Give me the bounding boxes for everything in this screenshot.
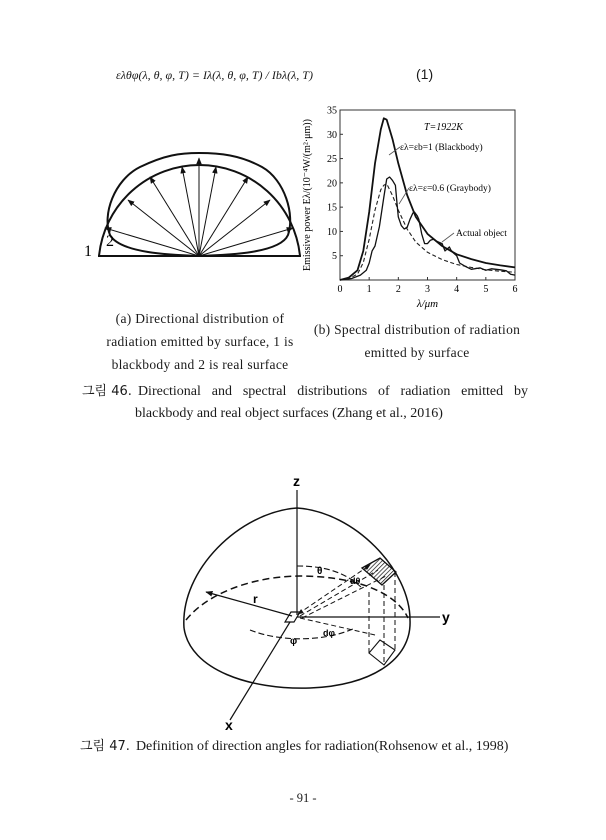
y-tick-label: 10 (327, 226, 337, 238)
spectral-distribution-chart (296, 100, 526, 310)
radius-arrow (206, 592, 292, 616)
z-axis-label: z (293, 473, 300, 489)
x-axis-label: x (225, 717, 233, 730)
x-axis (230, 622, 290, 720)
base-ellipse-front (184, 620, 410, 688)
x-tick-label: 6 (512, 284, 518, 295)
y-tick-label: 5 (332, 251, 337, 263)
x-tick-label: 1 (366, 284, 372, 295)
legend-blackbody: ελ=εb=1 (Blackbody) (400, 143, 483, 153)
caption-line: Directional and spectral distributions of radiation emitted by (137, 384, 528, 399)
caption-a-line: radiation emitted by surface, 1 is (106, 334, 294, 349)
x-tick-label: 5 (483, 284, 489, 295)
phi-label: φ (290, 636, 298, 647)
leader-lines (389, 147, 454, 242)
solid-angle-patch (362, 558, 396, 585)
x-tick-label: 2 (395, 284, 401, 295)
page-number: - 91 - (289, 791, 317, 805)
caption-panel-a (82, 307, 318, 376)
plot-frame (340, 110, 515, 280)
y-axis-label: y (442, 609, 450, 625)
figure-47-caption (80, 736, 508, 758)
caption-a-line: blackbody and 2 is real surface (111, 357, 289, 372)
x-tick-label: 4 (454, 284, 460, 295)
label-blackbody: 1 (84, 243, 92, 260)
caption-b-line: (b) Spectral distribution of radiation (313, 322, 521, 337)
directional-distribution-diagram (80, 125, 310, 270)
temperature-annotation: T=1922K (424, 122, 463, 133)
y-tick-label: 25 (327, 154, 337, 166)
legend-actual-object: Actual object (456, 229, 507, 239)
y-tick-label: 30 (327, 129, 337, 141)
caption-line: blackbody and real object surfaces (Zhang et al., 2016) (135, 406, 443, 421)
x-tick-label: 3 (425, 284, 430, 295)
d-phi-label: dφ (323, 628, 335, 638)
equation-number: (1) (416, 66, 434, 82)
legend-graybody: ελ=ε=0.6 (Graybody) (409, 184, 491, 194)
d-theta-label: dθ (350, 576, 361, 586)
y-axis-label: Emissive power Eλ/(10⁻⁴W/(m²·μm)) (302, 119, 313, 271)
y-tick-label: 20 (327, 178, 337, 190)
figure-46-caption (82, 381, 528, 425)
caption-a-line: (a) Directional distribution of (115, 311, 285, 326)
caption-b-line: emitted by surface (364, 345, 470, 360)
direction-arrows (105, 158, 293, 256)
x-tick-label: 0 (337, 284, 343, 295)
caption-panel-b (302, 318, 532, 364)
label-real-surface: 2 (106, 233, 114, 250)
phi-arc (250, 628, 355, 639)
direction-angles-diagram (150, 470, 480, 730)
theta-label: θ (317, 566, 323, 577)
axis-ticks (327, 106, 518, 296)
caption-prefix: 그림 46. (82, 384, 132, 399)
caption-prefix: 그림 47. (80, 739, 130, 754)
equation-1: ελθφ(λ, θ, φ, T) = Iλ(λ, θ, φ, T) / Ibλ(λ, T) (116, 68, 313, 82)
y-tick-label: 35 (327, 105, 337, 117)
y-tick-label: 15 (327, 202, 337, 214)
radius-label: r (253, 592, 258, 606)
caption-text: Definition of direction angles for radiation(Rohsenow et al., 1998) (135, 739, 509, 754)
x-axis-label: λ/μm (416, 298, 439, 310)
